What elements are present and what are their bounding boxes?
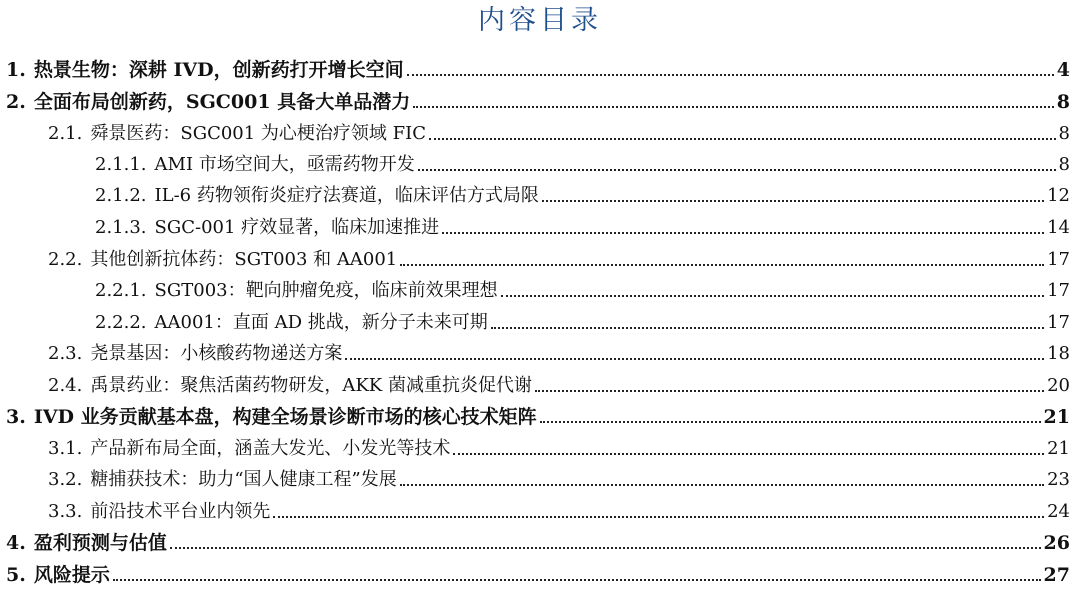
dot-leader [170, 547, 1041, 549]
toc-entry-title: 禹景药业：聚焦活菌药物研发，AKK 菌减重抗炎促代谢 [90, 375, 532, 396]
toc-entry-number: 2.1.2. [95, 185, 147, 206]
toc-entry-number: 2.1.1. [95, 154, 147, 175]
toc-entry-number: 2. [6, 91, 26, 113]
toc-entry-title: 舜景医药：SGC001 为心梗治疗领域 FIC [90, 123, 427, 144]
toc-entry-2-1-3[interactable] [95, 214, 1070, 242]
toc-entry-title: IL-6 药物领衔炎症疗法赛道，临床评估方式局限 [154, 185, 539, 206]
toc-entry-page: 8 [1058, 123, 1070, 144]
toc-entry-title: 尧景基因：小核酸药物递送方案 [90, 343, 343, 364]
toc-entry-number: 3. [6, 406, 26, 428]
toc-entry-number: 3.2. [48, 469, 83, 490]
dot-leader [413, 106, 1054, 108]
toc-entry-page: 17 [1047, 312, 1070, 333]
toc-entry-number: 2.1. [48, 123, 83, 144]
toc-entry-title: AA001：直面 AD 挑战，新分子未来可期 [154, 312, 488, 333]
dot-leader [535, 390, 1044, 392]
toc-entry-2[interactable] [6, 88, 1070, 116]
dot-leader [453, 453, 1044, 455]
toc-entry-page: 18 [1047, 343, 1070, 364]
toc-entry-page: 20 [1047, 375, 1070, 396]
toc-entry-title: 前沿技术平台业内领先 [90, 501, 271, 522]
toc-entry-5[interactable] [6, 561, 1070, 589]
toc-entry-2-1-2[interactable] [95, 182, 1070, 210]
toc-entry-number: 2.2.2. [95, 312, 147, 333]
toc-entry-page: 23 [1047, 469, 1070, 490]
dot-leader [542, 200, 1044, 202]
toc-entry-title: AMI 市场空间大，亟需药物开发 [154, 154, 415, 175]
toc-entry-number: 2.1.3. [95, 217, 147, 238]
toc-entry-page: 26 [1043, 532, 1070, 554]
dot-leader [540, 421, 1041, 423]
toc-entry-page: 8 [1056, 91, 1070, 113]
toc-entry-page: 4 [1056, 59, 1070, 81]
toc-entry-page: 21 [1043, 406, 1070, 428]
toc-entry-page: 14 [1047, 217, 1070, 238]
toc-entry-title: 风险提示 [33, 564, 110, 586]
page-title: 内容目录 [478, 5, 602, 36]
toc-entry-page: 8 [1058, 154, 1070, 175]
toc-entry-title: SGC-001 疗效显著，临床加速推进 [154, 217, 440, 238]
toc-entry-number: 3.1. [48, 438, 83, 459]
toc-entry-page: 12 [1047, 185, 1070, 206]
toc-entry-title: 热景生物：深耕 IVD，创新药打开增长空间 [33, 59, 404, 81]
toc-entry-page: 24 [1047, 501, 1070, 522]
toc-entry-title: 其他创新抗体药：SGT003 和 AA001 [90, 249, 398, 270]
toc-entry-title: 全面布局创新药，SGC001 具备大单品潜力 [33, 91, 411, 113]
toc-entry-number: 4. [6, 532, 26, 554]
toc-entry-page: 17 [1047, 249, 1070, 270]
toc-entry-1[interactable] [6, 56, 1070, 84]
toc-entry-4[interactable] [6, 529, 1070, 557]
toc-entry-page: 27 [1043, 564, 1070, 586]
toc-entry-3-2[interactable] [48, 466, 1070, 494]
toc-entry-number: 1. [6, 59, 26, 81]
toc-entry-3-1[interactable] [48, 435, 1070, 463]
dot-leader [491, 327, 1044, 329]
toc-entry-title: 盈利预测与估值 [33, 532, 167, 554]
toc-entry-2-3[interactable] [48, 340, 1070, 368]
dot-leader [442, 232, 1044, 234]
toc-entry-2-1[interactable] [48, 120, 1070, 148]
toc-entry-number: 3.3. [48, 501, 83, 522]
dot-leader [400, 264, 1044, 266]
toc-entry-2-2-1[interactable] [95, 277, 1070, 305]
toc-entry-title: 糖捕获技术：助力“国人健康工程”发展 [90, 469, 397, 490]
toc-entry-number: 2.3. [48, 343, 83, 364]
toc-entry-2-2-2[interactable] [95, 309, 1070, 337]
dot-leader [345, 358, 1044, 360]
dot-leader [407, 74, 1054, 76]
toc-entry-title: SGT003：靶向肿瘤免疫，临床前效果理想 [154, 280, 498, 301]
dot-leader [418, 169, 1056, 171]
toc-entry-number: 5. [6, 564, 26, 586]
toc-entry-number: 2.2. [48, 249, 83, 270]
dot-leader [400, 484, 1044, 486]
toc-entry-number: 2.4. [48, 375, 83, 396]
toc-entry-2-4[interactable] [48, 372, 1070, 400]
dot-leader [501, 295, 1044, 297]
dot-leader [113, 579, 1041, 581]
toc-entry-2-2[interactable] [48, 246, 1070, 274]
toc-entry-number: 2.2.1. [95, 280, 147, 301]
toc-entry-page: 21 [1047, 438, 1070, 459]
toc-entry-title: 产品新布局全面，涵盖大发光、小发光等技术 [90, 438, 451, 459]
toc-entry-3[interactable] [6, 403, 1070, 431]
toc-entry-3-3[interactable] [48, 498, 1070, 526]
toc-entry-page: 17 [1047, 280, 1070, 301]
toc-entry-2-1-1[interactable] [95, 151, 1070, 179]
dot-leader [273, 516, 1044, 518]
toc-entry-title: IVD 业务贡献基本盘，构建全场景诊断市场的核心技术矩阵 [33, 406, 537, 428]
dot-leader [429, 138, 1056, 140]
